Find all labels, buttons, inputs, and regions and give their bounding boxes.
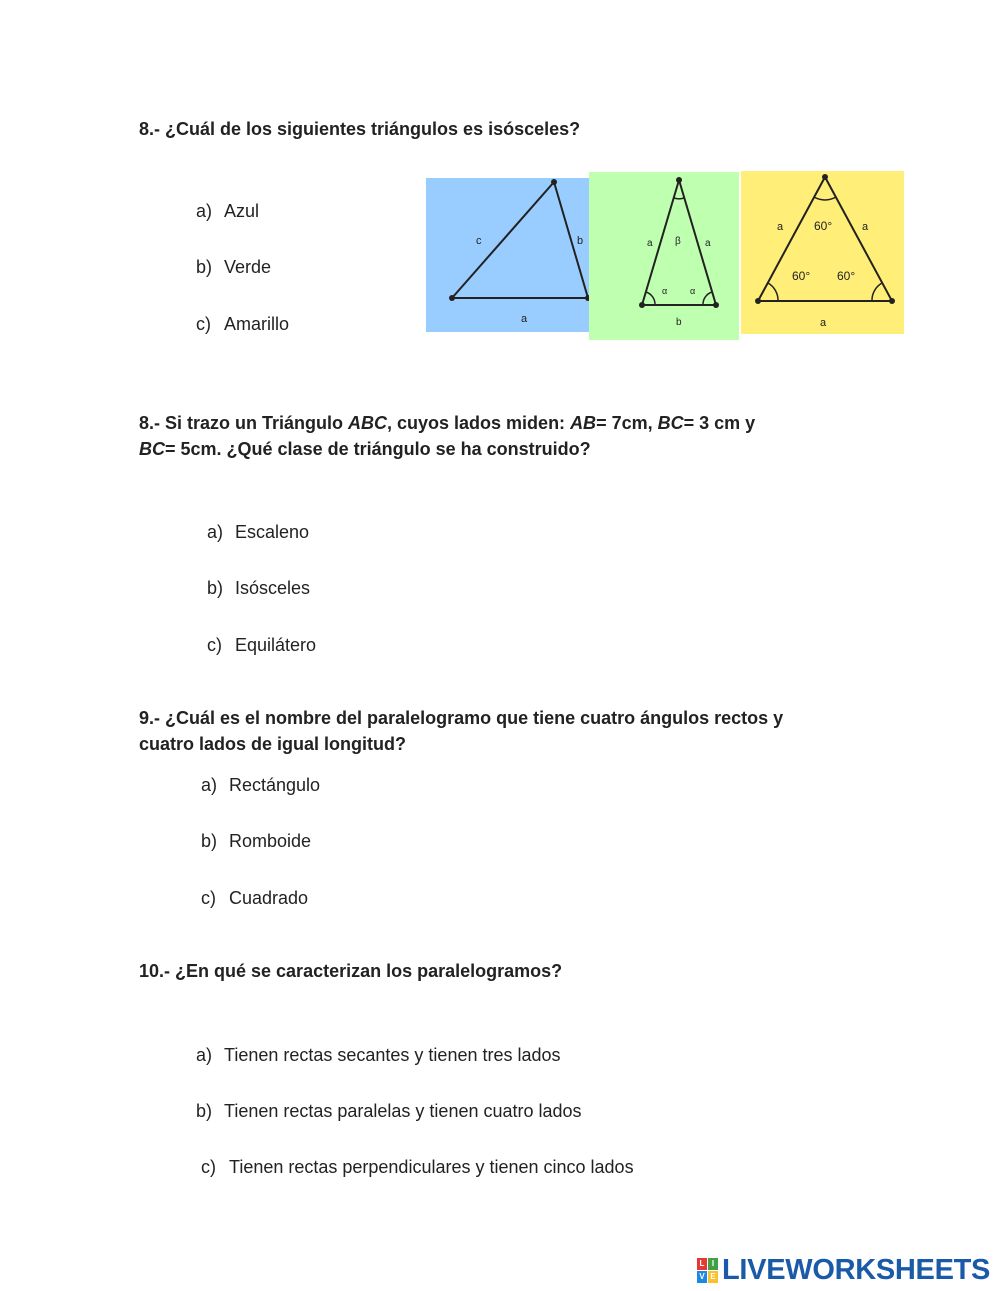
option-letter: b) (201, 831, 218, 851)
side-label-right: a (705, 238, 711, 249)
blue-background (426, 178, 594, 332)
question-4-text: 10.- ¿En qué se caracterizan los paralelogramos? (139, 961, 563, 981)
question-3-option-c[interactable] (201, 887, 308, 909)
side-label-right: a (862, 221, 869, 233)
liveworksheets-logo-mark (697, 1258, 718, 1283)
yellow-triangle-figure (741, 171, 904, 334)
vertex-point (713, 302, 719, 308)
question-2-text (139, 410, 859, 462)
question-4-option-a[interactable] (196, 1044, 561, 1066)
question-2-prefix: 8.- Si trazo un Triángulo (139, 413, 349, 433)
logo-mark-cell: V (697, 1271, 707, 1283)
option-text: Tienen rectas paralelas y tienen cuatro lados (224, 1101, 582, 1121)
angle-label-left: 60° (792, 269, 811, 283)
angle-label-right: 60° (837, 269, 856, 283)
question-3-option-b[interactable] (201, 830, 311, 852)
option-text: Tienen rectas perpendiculares y tienen cinco lados (229, 1157, 634, 1177)
option-text: Azul (224, 201, 260, 221)
option-text: Amarillo (224, 314, 290, 334)
option-letter: b) (207, 578, 224, 598)
liveworksheets-logo-text: LIVEWORKSHEETS (722, 1253, 991, 1286)
option-text: Cuadrado (229, 888, 309, 908)
option-letter: a) (207, 522, 224, 542)
vertex-point (639, 302, 645, 308)
question-2-mid3: = 3 cm y (683, 413, 756, 433)
question-3-option-a[interactable] (201, 774, 320, 796)
question-4-option-b[interactable] (196, 1100, 582, 1122)
blue-triangle-figure (426, 178, 594, 332)
logo-mark-cell: L (697, 1258, 707, 1270)
side-label-a: a (521, 313, 528, 325)
option-text: Isósceles (235, 578, 311, 598)
option-text: Equilátero (235, 635, 317, 655)
question-2-mid2: = 7cm, (596, 413, 658, 433)
liveworksheets-logo (697, 1255, 990, 1285)
question-1-option-a[interactable] (196, 200, 259, 222)
option-text: Romboide (229, 831, 312, 851)
green-background (589, 172, 739, 340)
vertex-point (676, 177, 682, 183)
side-label-left: a (647, 238, 653, 249)
option-letter: a) (201, 775, 218, 795)
question-4-option-c[interactable] (201, 1156, 634, 1178)
side-label-bottom: a (820, 317, 827, 329)
angle-label-left: α (662, 286, 668, 296)
question-3-line1: 9.- ¿Cuál es el nombre del paralelogramo que tiene cuatro ángulos rectos y (139, 708, 784, 728)
question-3-text (139, 705, 859, 757)
logo-mark-cell: E (708, 1271, 718, 1283)
option-text: Rectángulo (229, 775, 321, 795)
side-label-bottom: b (676, 317, 682, 328)
vertex-point (755, 298, 761, 304)
angle-label-top: 60° (814, 219, 833, 233)
question-1-text: 8.- ¿Cuál de los siguientes triángulos es isósceles? (139, 119, 581, 139)
top-angle-arc (674, 198, 684, 199)
angle-label-right: α (690, 286, 696, 296)
option-letter: c) (201, 1157, 216, 1177)
option-letter: b) (196, 1101, 213, 1121)
question-2-option-c[interactable] (207, 634, 316, 656)
question-1-option-b[interactable] (196, 256, 271, 278)
option-text: Tienen rectas secantes y tienen tres lados (224, 1045, 561, 1065)
vertex-point (449, 295, 455, 301)
logo-mark-cell: I (708, 1258, 718, 1270)
vertex-point (551, 179, 557, 185)
side-label-b: b (577, 235, 584, 247)
option-letter: c) (201, 888, 216, 908)
question-2-suffix: = 5cm. ¿Qué clase de triángulo se ha construido? (165, 439, 591, 459)
vertex-point (889, 298, 895, 304)
yellow-background (741, 171, 904, 334)
option-letter: a) (196, 201, 213, 221)
question-2-bc1: BC (657, 413, 684, 433)
option-text: Escaleno (235, 522, 310, 542)
side-label-left: a (777, 221, 784, 233)
question-2-option-b[interactable] (207, 577, 310, 599)
question-2-abc: ABC (348, 413, 388, 433)
question-2-ab: AB (570, 413, 597, 433)
green-triangle-figure (589, 172, 739, 340)
option-letter: a) (196, 1045, 213, 1065)
option-text: Verde (224, 257, 272, 277)
option-letter: b) (196, 257, 213, 277)
question-2-option-a[interactable] (207, 521, 309, 543)
side-label-c: c (476, 235, 482, 247)
vertex-point (822, 174, 828, 180)
option-letter: c) (207, 635, 222, 655)
question-2-bc2: BC (139, 439, 165, 459)
angle-label-top: β (675, 236, 681, 247)
question-1-option-c[interactable] (196, 313, 289, 335)
question-3-line2: cuatro lados de igual longitud? (139, 734, 407, 754)
option-letter: c) (196, 314, 211, 334)
question-2-mid1: , cuyos lados miden: (387, 413, 571, 433)
